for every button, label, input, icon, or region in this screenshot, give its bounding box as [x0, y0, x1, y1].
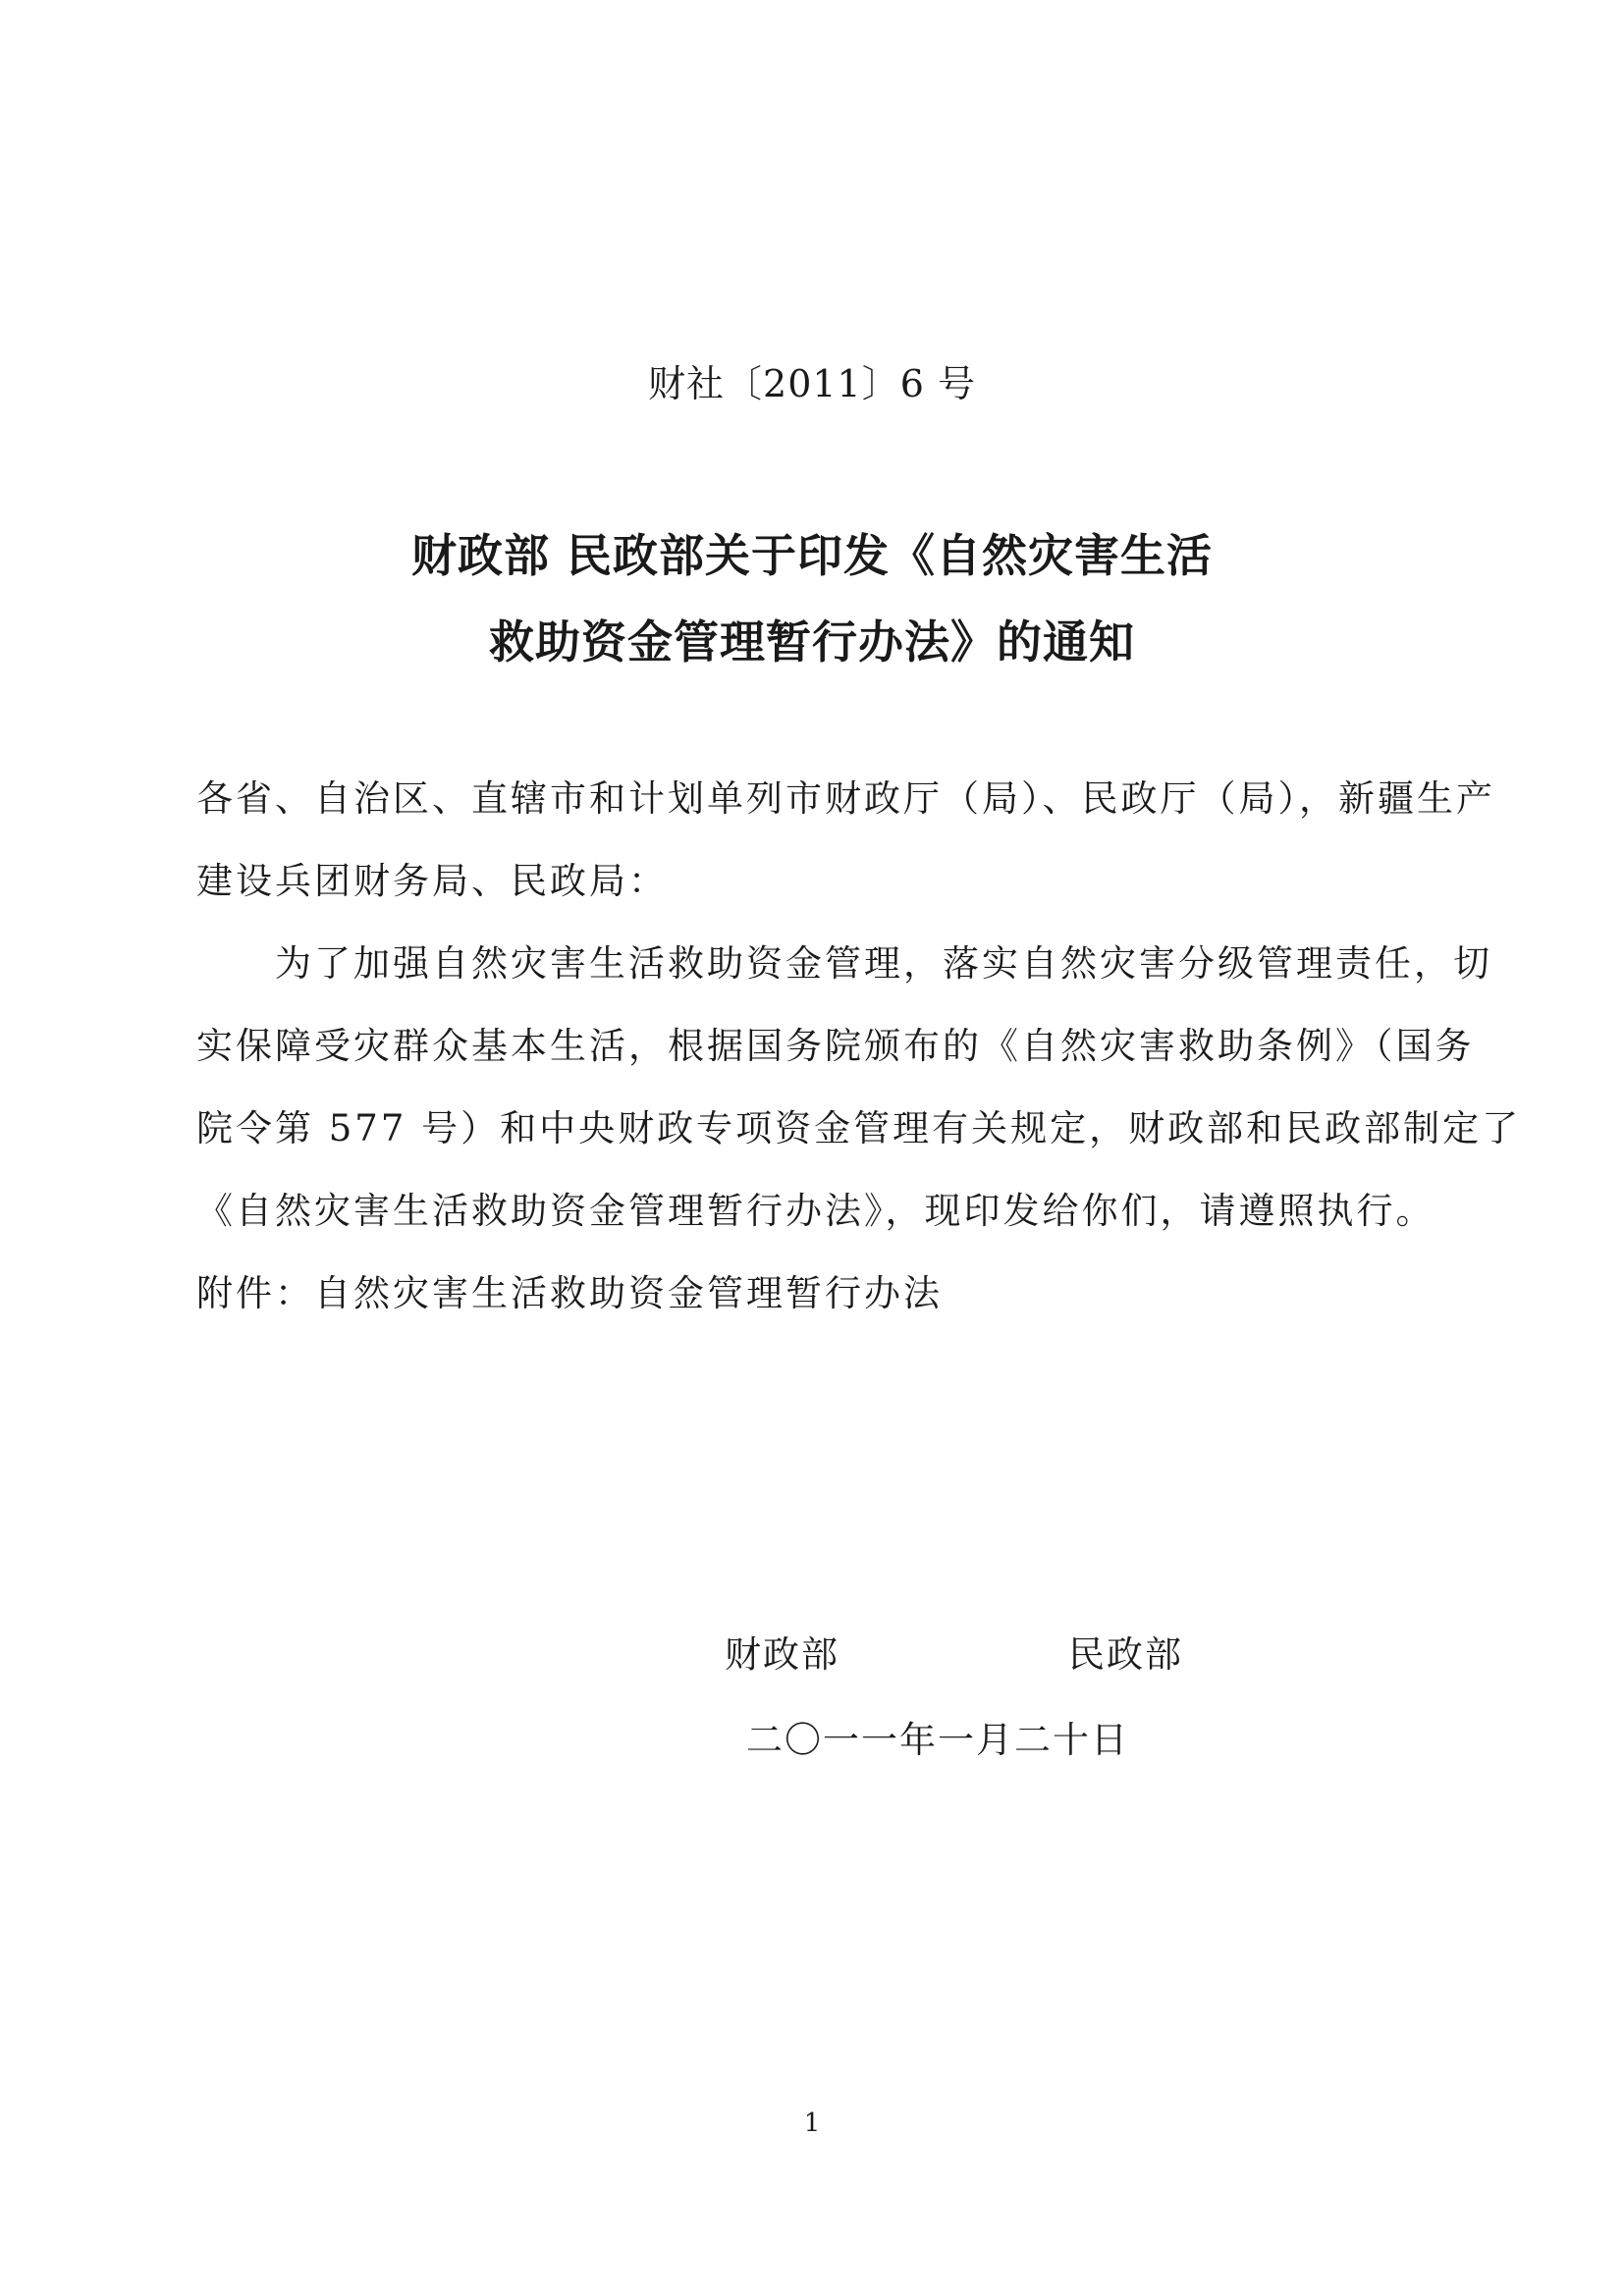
body-paragraph-line-2: 实保障受灾群众基本生活，根据国务院颁布的《自然灾害救助条例》（国务 [196, 1025, 1475, 1067]
document-number: 财社〔2011〕6 号 [648, 362, 976, 405]
addressee-line-1: 各省、自治区、直辖市和计划单列市财政厅（局）、民政厅（局），新疆生产 [196, 777, 1495, 820]
signatory-ministry-of-finance: 财政部 [725, 1633, 839, 1676]
body-paragraph-line-4: 《自然灾害生活救助资金管理暂行办法》，现印发给你们，请遵照执行。 [196, 1190, 1435, 1232]
addressee-line-2: 建设兵团财务局、民政局： [196, 860, 668, 902]
attachment-line: 附件：自然灾害生活救助资金管理暂行办法 [196, 1272, 943, 1314]
signatory-ministry-of-civil-affairs: 民政部 [1068, 1633, 1183, 1676]
body-paragraph-line-1: 为了加强自然灾害生活救助资金管理，落实自然灾害分级管理责任，切 [275, 942, 1492, 985]
issue-date: 二〇一一年一月二十日 [746, 1719, 1129, 1761]
document-title-line-1: 财政部 民政部关于印发《自然灾害生活 [410, 529, 1213, 582]
page-number: 1 [803, 2109, 821, 2138]
document-title-line-2: 救助资金管理暂行办法》的通知 [489, 615, 1135, 668]
body-paragraph-line-3: 院令第 577 号）和中央财政专项资金管理有关规定，财政部和民政部制定了 [196, 1107, 1522, 1149]
